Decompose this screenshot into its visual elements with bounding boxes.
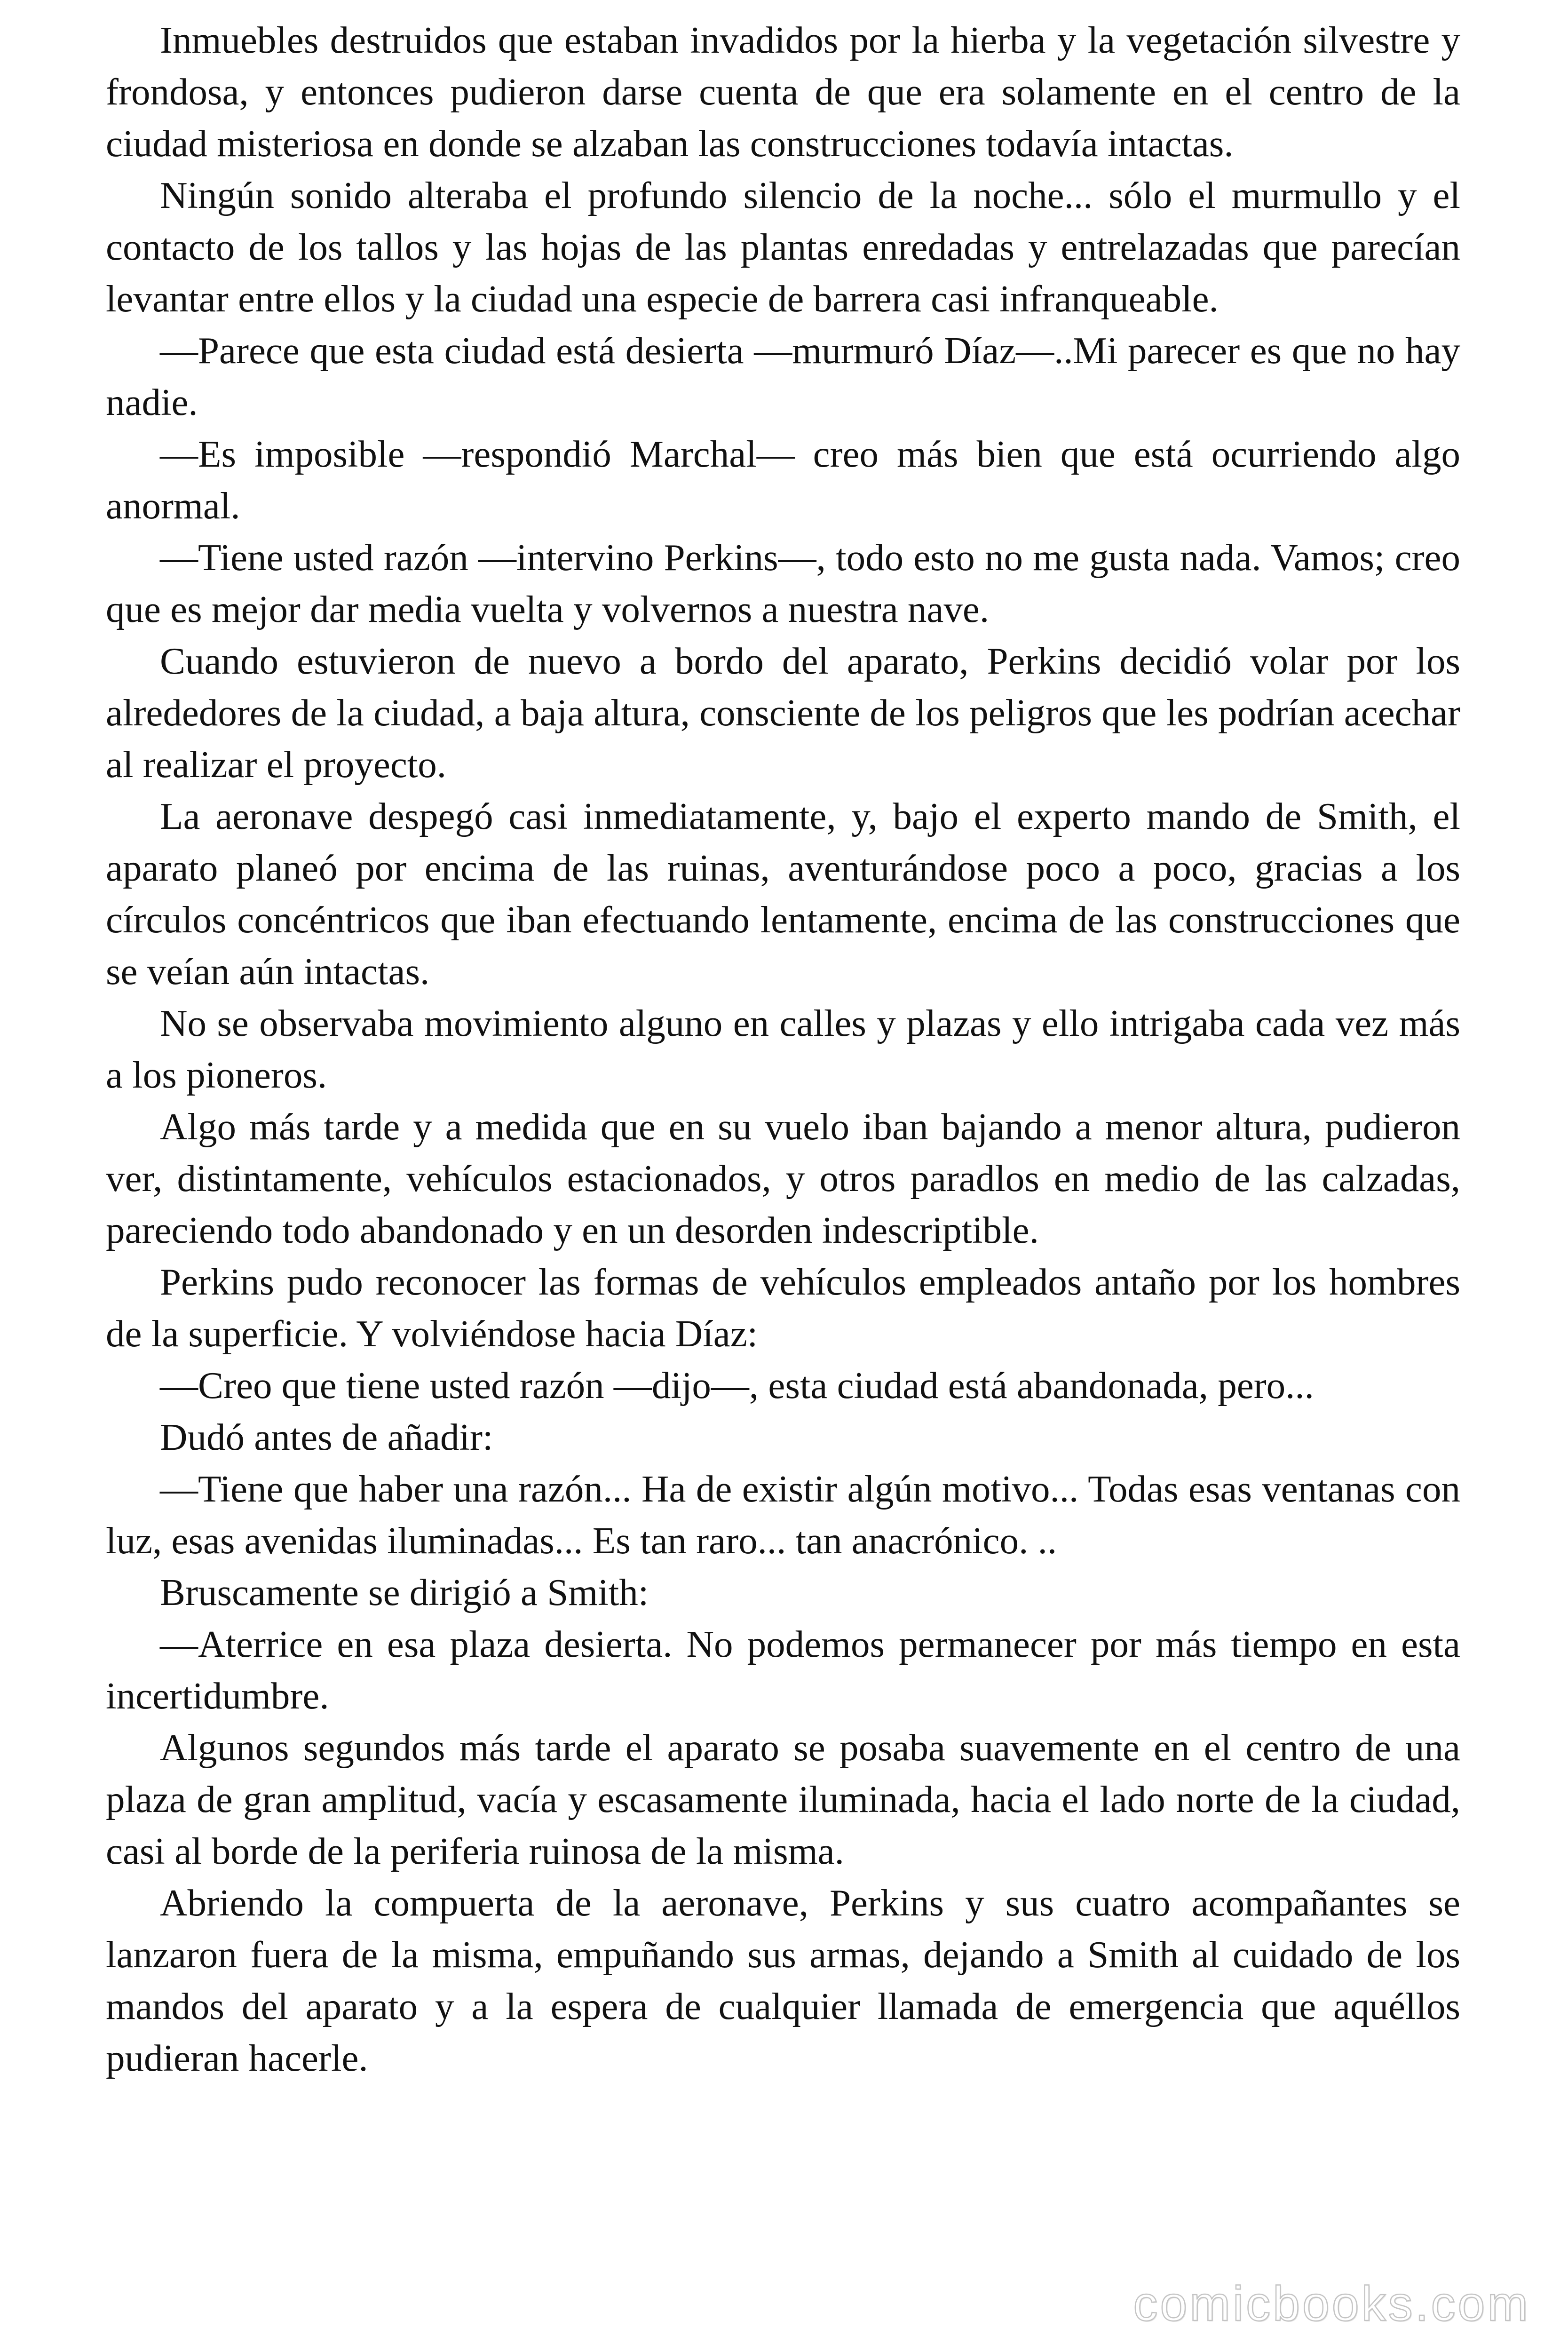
paragraph: Inmuebles destruidos que estaban invadidos por la hierba y la vegetación silvestre y frondosa, y entonces pudieron darse cuenta de que era solamente en el centro de la ciudad misteriosa en donde se alzaban las construcciones todavía intactas. bbox=[106, 19, 1460, 165]
paragraph: Dudó antes de añadir: bbox=[160, 1416, 493, 1458]
body-text bbox=[106, 14, 1460, 2084]
watermark: comicbooks.com bbox=[1133, 2277, 1530, 2331]
paragraph: —Aterrice en esa plaza desierta. No podemos permanecer por más tiempo en esta incertidumbre. bbox=[106, 1623, 1460, 1717]
paragraph: —Es imposible —respondió Marchal— creo más bien que está ocurriendo algo anormal. bbox=[106, 433, 1460, 527]
paragraph: Ningún sonido alteraba el profundo silencio de la noche... sólo el murmullo y el contacto de los tallos y las hojas de las plantas enredadas y entrelazadas que parecían levantar entre ellos y la ciudad una especie de barrera casi infranqueable. bbox=[106, 174, 1460, 320]
paragraph: La aeronave despegó casi inmediatamente, y, bajo el experto mando de Smith, el aparato planeó por encima de las ruinas, aventurándose poco a poco, gracias a los círculos concéntricos que iban efectuando lentamente, encima de las construcciones que se veían aún intactas. bbox=[106, 795, 1460, 993]
paragraph: —Tiene usted razón —intervino Perkins—, todo esto no me gusta nada. Vamos; creo que es mejor dar media vuelta y volvernos a nuestra nave. bbox=[106, 536, 1460, 630]
paragraph: Cuando estuvieron de nuevo a bordo del aparato, Perkins decidió volar por los alrededores de la ciudad, a baja altura, consciente de los peligros que les podrían acechar al realizar el proyecto. bbox=[106, 640, 1460, 786]
paragraph: Abriendo la compuerta de la aeronave, Perkins y sus cuatro acompañantes se lanzaron fuera de la misma, empuñando sus armas, dejando a Smith al cuidado de los mandos del aparato y a la espera de cualquier llamada de emergencia que aquéllos pudieran hacerle. bbox=[106, 1882, 1460, 2079]
paragraph: No se observaba movimiento alguno en calles y plazas y ello intrigaba cada vez más a los pioneros. bbox=[106, 1002, 1460, 1096]
paragraph: —Parece que esta ciudad está desierta —murmuró Díaz—..Mi parecer es que no hay nadie. bbox=[106, 329, 1460, 423]
paragraph: Bruscamente se dirigió a Smith: bbox=[160, 1571, 649, 1613]
paragraph: —Tiene que haber una razón... Ha de existir algún motivo... Todas esas ventanas con luz, esas avenidas iluminadas... Es tan raro... tan anacrónico. .. bbox=[106, 1468, 1460, 1562]
paragraph: Algunos segundos más tarde el aparato se posaba suavemente en el centro de una plaza de gran amplitud, vacía y escasamente iluminada, hacia el lado norte de la ciudad, casi al borde de la periferia ruinosa de la misma. bbox=[106, 1726, 1460, 1872]
paragraph: Algo más tarde y a medida que en su vuelo iban bajando a menor altura, pudieron ver, distintamente, vehículos estacionados, y otros paradlos en medio de las calzadas, pareciendo todo abandonado y en un desorden indescriptible. bbox=[106, 1105, 1460, 1251]
paragraph: —Creo que tiene usted razón —dijo—, esta ciudad está abandonada, pero... bbox=[160, 1364, 1314, 1406]
paragraph: Perkins pudo reconocer las formas de vehículos empleados antaño por los hombres de la superficie. Y volviéndose hacia Díaz: bbox=[106, 1261, 1460, 1355]
